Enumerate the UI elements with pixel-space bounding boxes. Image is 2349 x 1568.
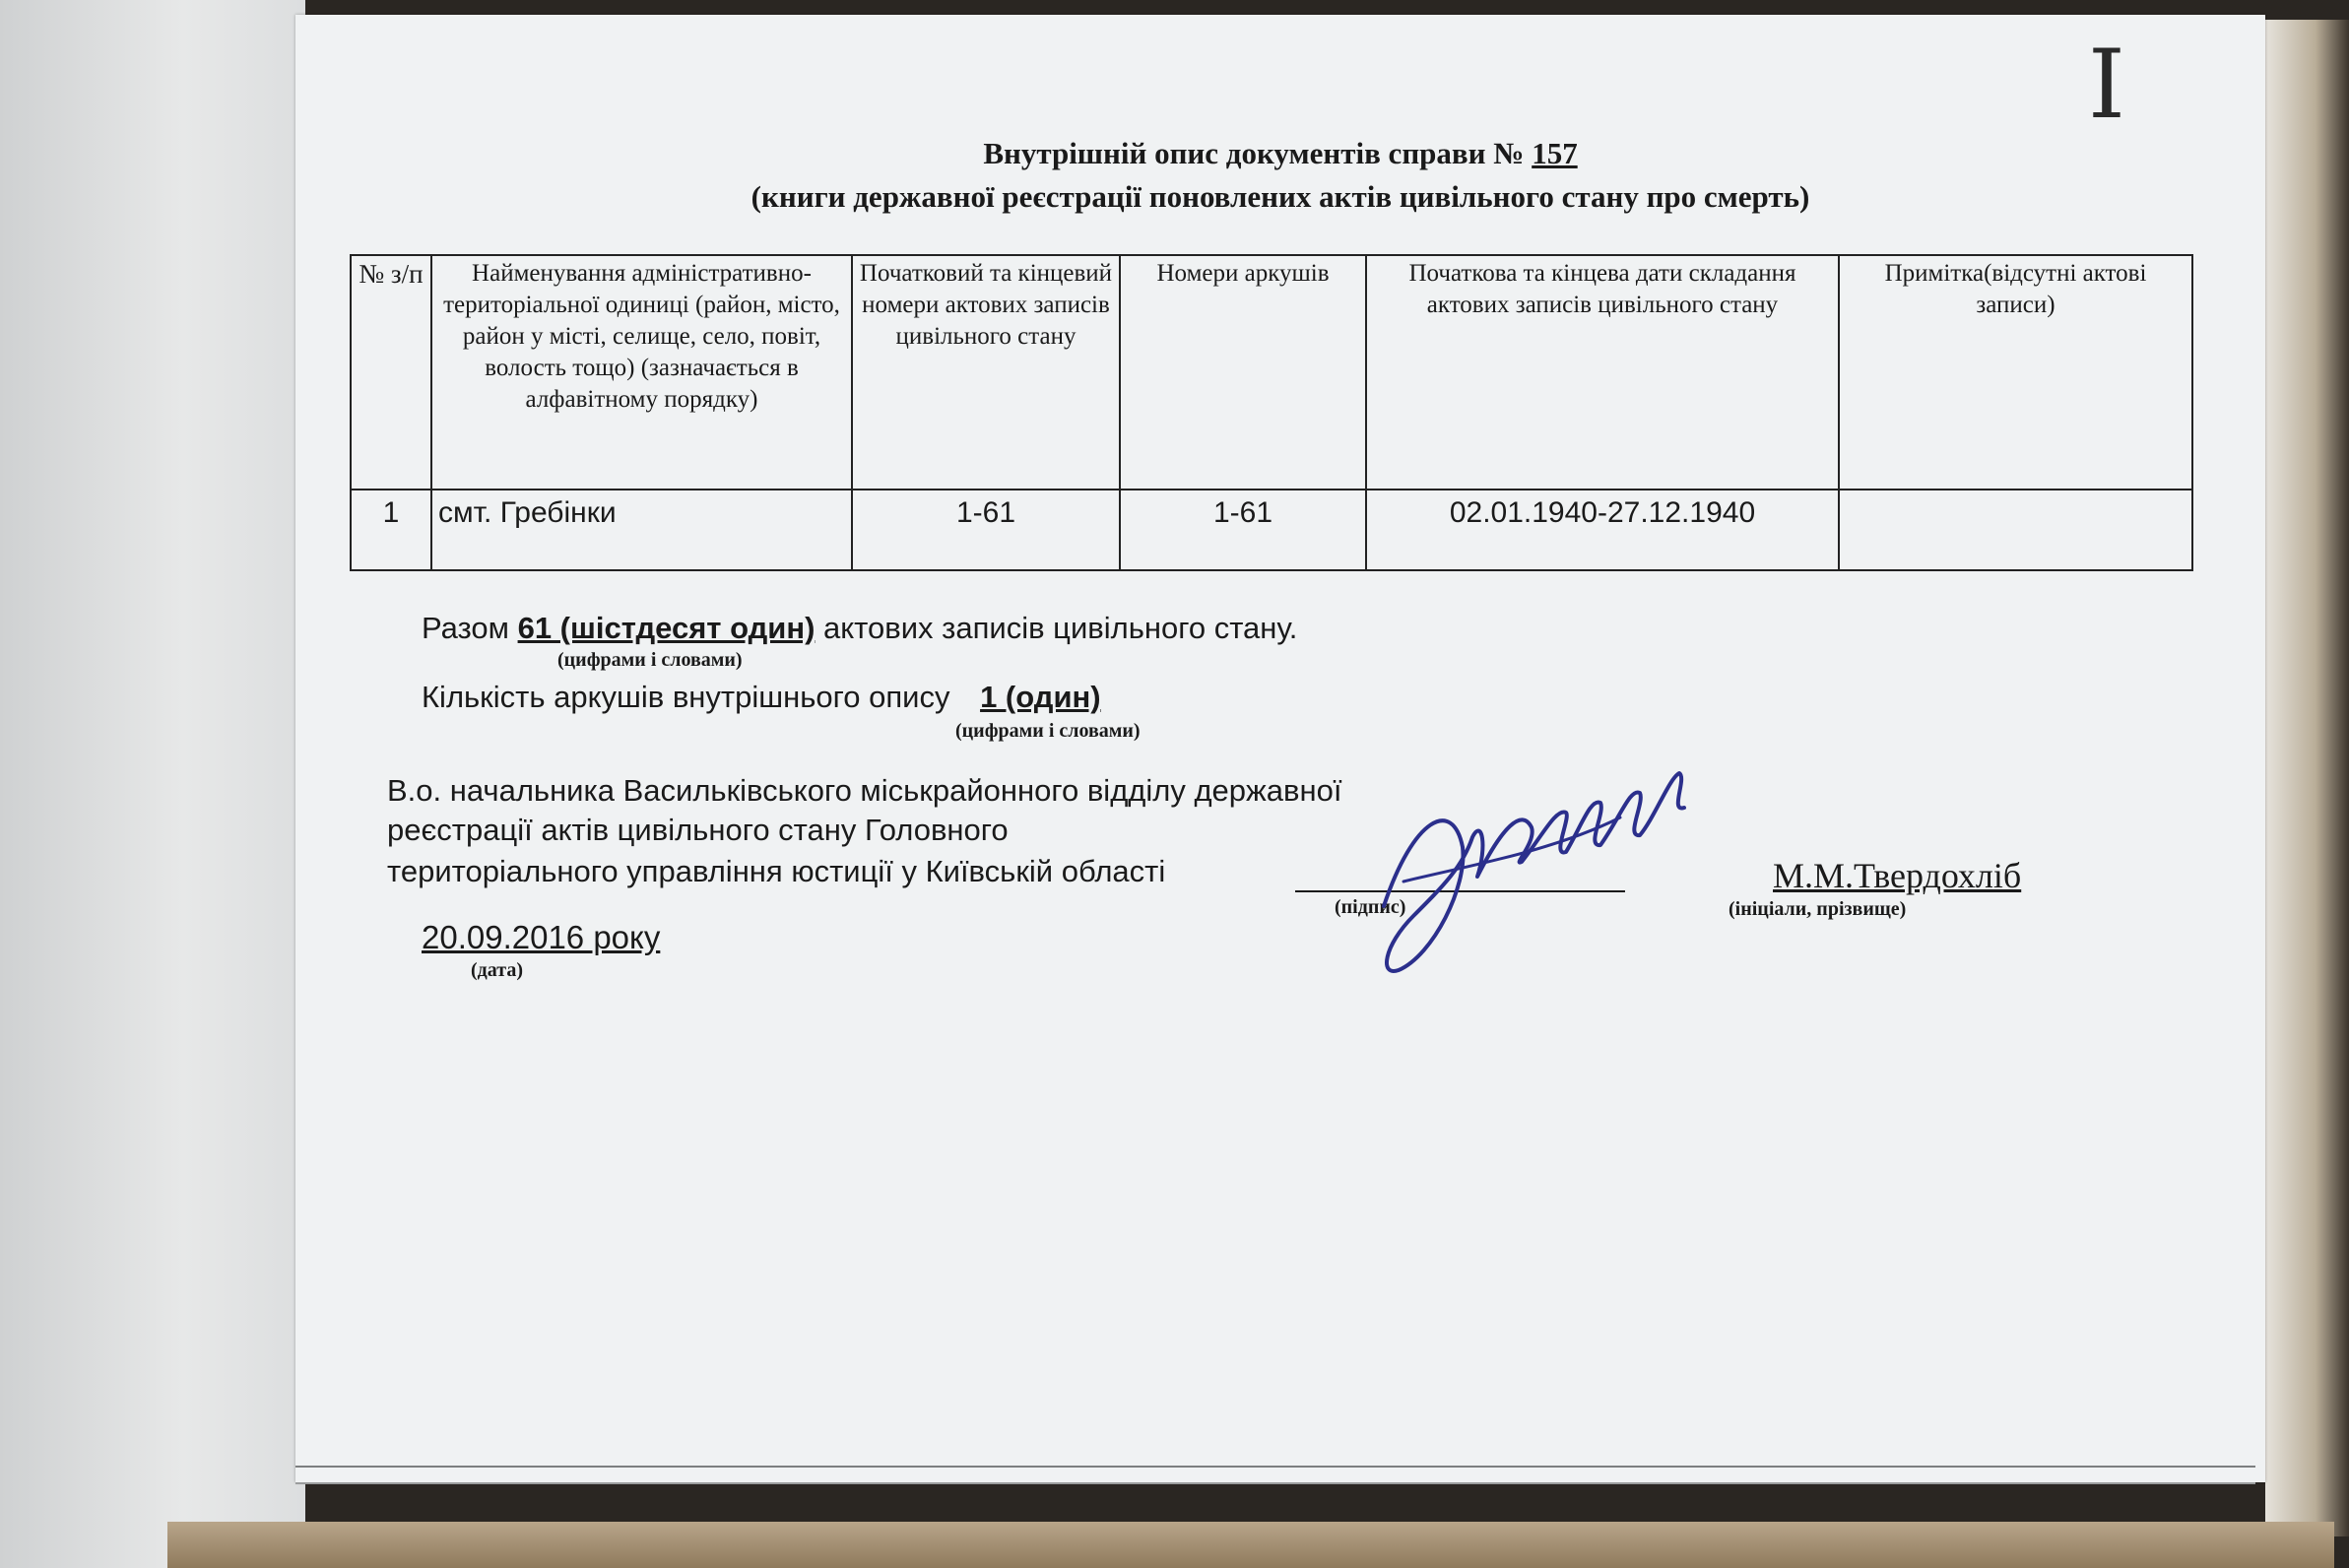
- col-header-dates: Початкова та кінцева дати складання актових записів цивільного стану: [1366, 255, 1839, 490]
- cell-number: 1: [351, 490, 431, 570]
- cell-record-numbers: 1-61: [852, 490, 1120, 570]
- total-value: 61 (шістдесят один): [517, 611, 816, 645]
- name-caption: (ініціали, прізвище): [1729, 898, 1907, 920]
- cell-dates: 02.01.1940-27.12.1940: [1366, 490, 1839, 570]
- document-title: [295, 136, 2265, 171]
- col-header-record-numbers: Початковий та кінцевий номери актових записів цивільного стану: [852, 255, 1120, 490]
- total-prefix: Разом: [422, 611, 518, 645]
- table-header-row: [351, 255, 2192, 490]
- page-stack-edge: [2265, 20, 2349, 1536]
- sheet-edge-line: [295, 1466, 2255, 1468]
- signatory-position-line1: В.о. начальника Васильківського міськрайонного відділу державної: [387, 773, 1342, 808]
- signature-caption: (підпис): [1335, 896, 1406, 918]
- title-prefix: Внутрішній опис документів справи №: [983, 136, 1533, 170]
- sheets-count-line: [422, 680, 1101, 715]
- book-cover-edge: [167, 1522, 2334, 1568]
- document-sheet: [295, 15, 2265, 1482]
- date-caption: (дата): [471, 959, 523, 981]
- handwritten-signature: [1374, 758, 1699, 980]
- page-number-mark: I: [2088, 30, 2125, 140]
- left-facing-page: [0, 0, 305, 1568]
- col-header-number: № з/п: [351, 255, 431, 490]
- document-subtitle: (книги державної реєстрації поновлених актів цивільного стану про смерть): [750, 179, 1810, 214]
- bleed-through-text: ⠀: [39, 247, 72, 295]
- signatory-position-line3: територіального управління юстиції у Київській області: [387, 854, 1166, 888]
- col-header-unit: Найменування адміністративно-територіальної одиниці (район, місто, район у місті, селище, село, повіт, волость тощо) (зазначається в алфавітному порядку): [431, 255, 852, 490]
- table-row: [351, 490, 2192, 570]
- cell-sheet-numbers: 1-61: [1120, 490, 1366, 570]
- sheets-caption: (цифрами і словами): [955, 720, 1141, 742]
- col-header-note: Примітка(відсутні актові записи): [1839, 255, 2192, 490]
- document-date: 20.09.2016 року: [422, 919, 661, 955]
- cell-unit: смт. Гребінки: [431, 490, 852, 570]
- signatory-position-line2: реєстрації актів цивільного стану Головного: [387, 813, 1009, 847]
- signatory-name: М.М.Твердохліб: [1773, 856, 2022, 895]
- inventory-table: [350, 254, 2193, 571]
- sheets-prefix: Кількість аркушів внутрішнього опису: [422, 680, 959, 714]
- sheets-value: 1 (один): [980, 680, 1101, 714]
- cell-note: [1839, 490, 2192, 570]
- total-caption: (цифрами і словами): [557, 649, 743, 671]
- total-records-line: [422, 611, 1297, 646]
- col-header-sheet-numbers: Номери аркушів: [1120, 255, 1366, 490]
- case-number: 157: [1532, 136, 1578, 170]
- total-suffix: актових записів цивільного стану.: [815, 611, 1298, 645]
- sheet-edge-line: [295, 1482, 2255, 1484]
